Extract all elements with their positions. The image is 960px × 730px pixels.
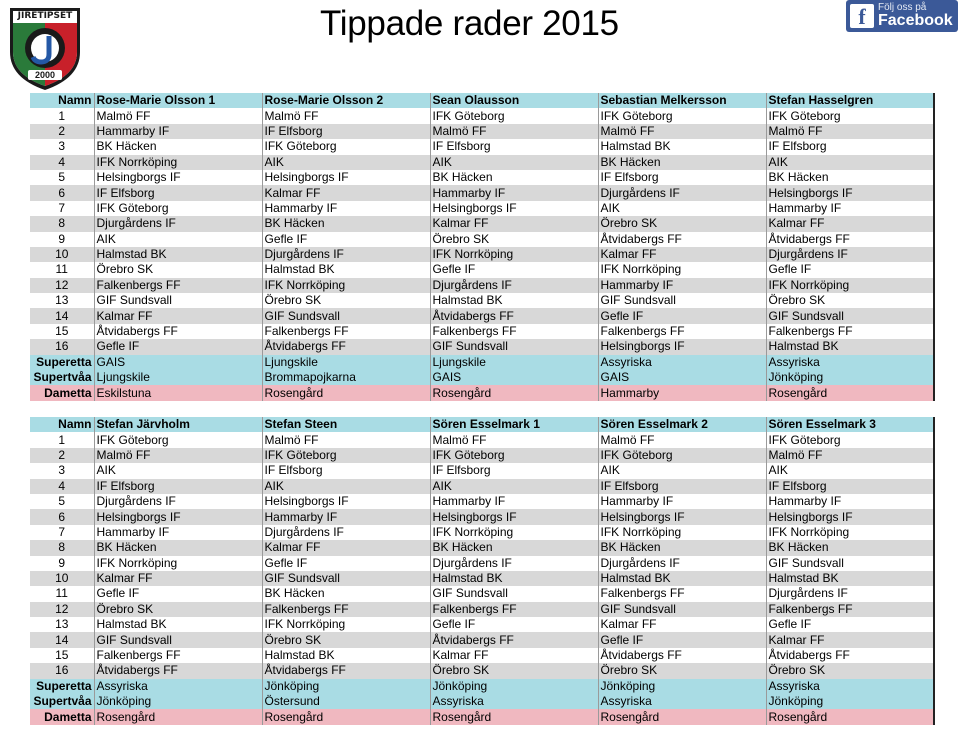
team-cell: AIK [94, 463, 262, 478]
team-cell: IF Elfsborg [94, 479, 262, 494]
team-cell: IFK Göteborg [262, 139, 430, 154]
team-cell: Örebro SK [94, 602, 262, 617]
table-row [30, 108, 934, 123]
team-cell: Assyriska [598, 694, 766, 709]
team-cell: Hammarby IF [430, 494, 598, 509]
team-cell: Helsingborgs IF [94, 509, 262, 524]
table-row [30, 632, 934, 647]
team-cell: BK Häcken [598, 540, 766, 555]
team-cell: Ljungskile [94, 370, 262, 385]
row-label-cell: 5 [30, 170, 94, 185]
team-cell: Falkenbergs FF [262, 602, 430, 617]
table-row [30, 170, 934, 185]
row-label-cell: 11 [30, 586, 94, 601]
logo-year: 2000 [34, 70, 56, 80]
team-cell: Gefle IF [94, 339, 262, 354]
team-cell: Brommapojkarna [262, 370, 430, 385]
team-cell: Åtvidabergs FF [430, 308, 598, 323]
team-cell: Falkenbergs FF [598, 586, 766, 601]
team-cell: IFK Göteborg [430, 108, 598, 123]
team-cell: IFK Göteborg [430, 448, 598, 463]
table-row [30, 155, 934, 170]
team-cell: Örebro SK [598, 663, 766, 678]
team-cell: IF Elfsborg [262, 124, 430, 139]
column-header-namn: Namn [30, 93, 94, 108]
team-cell: Örebro SK [262, 632, 430, 647]
team-cell: GIF Sundsvall [766, 308, 934, 323]
column-header-player: Stefan Hasselgren [766, 93, 934, 108]
team-cell: Helsingborgs IF [598, 339, 766, 354]
team-cell: Kalmar FF [598, 617, 766, 632]
team-cell: Assyriska [766, 679, 934, 694]
team-cell: Malmö FF [262, 108, 430, 123]
team-cell: Rosengård [766, 385, 934, 400]
table-row [30, 448, 934, 463]
team-cell: Kalmar FF [598, 247, 766, 262]
team-cell: Halmstad BK [430, 571, 598, 586]
team-cell: Ljungskile [262, 355, 430, 370]
team-cell: GIF Sundsvall [94, 632, 262, 647]
superetta-row [30, 355, 934, 370]
team-cell: Helsingborgs IF [262, 494, 430, 509]
row-label-cell: Superetta [30, 355, 94, 370]
column-header-player: Sören Esselmark 1 [430, 417, 598, 432]
row-label-cell: 14 [30, 632, 94, 647]
team-cell: Halmstad BK [766, 339, 934, 354]
team-cell: Hammarby IF [94, 525, 262, 540]
row-label-cell: 2 [30, 124, 94, 139]
team-cell: Hammarby IF [94, 124, 262, 139]
table-row [30, 216, 934, 231]
team-cell: Örebro SK [598, 216, 766, 231]
team-cell: Falkenbergs FF [430, 602, 598, 617]
team-cell: Östersund [262, 694, 430, 709]
team-cell: Rosengård [94, 709, 262, 724]
team-cell: IF Elfsborg [598, 479, 766, 494]
jiretipset-logo [2, 0, 88, 92]
team-cell: GIF Sundsvall [262, 571, 430, 586]
team-cell: Hammarby IF [262, 509, 430, 524]
table-row [30, 479, 934, 494]
team-cell: Hammarby IF [598, 494, 766, 509]
table-row [30, 262, 934, 277]
team-cell: Åtvidabergs FF [598, 232, 766, 247]
row-label-cell: 16 [30, 339, 94, 354]
team-cell: IFK Norrköping [430, 525, 598, 540]
row-label-cell: 12 [30, 278, 94, 293]
column-header-player: Sebastian Melkersson [598, 93, 766, 108]
team-cell: Helsingborgs IF [430, 509, 598, 524]
team-cell: IFK Norrköping [766, 278, 934, 293]
team-cell: Åtvidabergs FF [598, 648, 766, 663]
team-cell: Örebro SK [766, 293, 934, 308]
team-cell: Malmö FF [430, 124, 598, 139]
team-cell: Falkenbergs FF [598, 324, 766, 339]
column-header-player: Rose-Marie Olsson 2 [262, 93, 430, 108]
team-cell: Rosengård [262, 709, 430, 724]
team-cell: Djurgårdens IF [94, 216, 262, 231]
table-row [30, 293, 934, 308]
team-cell: Gefle IF [430, 262, 598, 277]
team-cell: AIK [262, 479, 430, 494]
team-cell: Helsingborgs IF [94, 170, 262, 185]
predictions-table-2 [30, 417, 935, 725]
team-cell: Malmö FF [766, 124, 934, 139]
dametta-row [30, 385, 934, 400]
team-cell: IF Elfsborg [766, 139, 934, 154]
table-row [30, 556, 934, 571]
team-cell: IFK Göteborg [598, 108, 766, 123]
team-cell: Falkenbergs FF [262, 324, 430, 339]
supertvaa-row [30, 694, 934, 709]
superetta-row [30, 679, 934, 694]
table-header-row [30, 93, 934, 108]
team-cell: Hammarby IF [430, 185, 598, 200]
team-cell: Eskilstuna [94, 385, 262, 400]
team-cell: Djurgårdens IF [598, 556, 766, 571]
team-cell: IFK Norrköping [766, 525, 934, 540]
team-cell: BK Häcken [430, 170, 598, 185]
team-cell: Gefle IF [262, 232, 430, 247]
table-header-row [30, 417, 934, 432]
team-cell: Kalmar FF [766, 632, 934, 647]
team-cell: IFK Norrköping [598, 262, 766, 277]
team-cell: Kalmar FF [94, 571, 262, 586]
row-label-cell: 16 [30, 663, 94, 678]
team-cell: Örebro SK [430, 663, 598, 678]
team-cell: BK Häcken [262, 216, 430, 231]
facebook-follow-button[interactable] [846, 0, 958, 32]
team-cell: BK Häcken [94, 540, 262, 555]
team-cell: IFK Göteborg [766, 108, 934, 123]
row-label-cell: 4 [30, 479, 94, 494]
team-cell: Jönköping [94, 694, 262, 709]
team-cell: Djurgårdens IF [94, 494, 262, 509]
team-cell: Jönköping [430, 679, 598, 694]
team-cell: Malmö FF [598, 432, 766, 447]
team-cell: GAIS [598, 370, 766, 385]
row-label-cell: Supertvåa [30, 694, 94, 709]
team-cell: Åtvidabergs FF [94, 324, 262, 339]
team-cell: Djurgårdens IF [430, 556, 598, 571]
row-label-cell: 8 [30, 216, 94, 231]
table-row [30, 586, 934, 601]
team-cell: Halmstad BK [94, 247, 262, 262]
facebook-icon: f [850, 4, 874, 28]
team-cell: Djurgårdens IF [766, 586, 934, 601]
table-row [30, 232, 934, 247]
team-cell: Rosengård [430, 709, 598, 724]
team-cell: AIK [598, 201, 766, 216]
facebook-name-label: Facebook [878, 12, 953, 29]
team-cell: Halmstad BK [262, 262, 430, 277]
dametta-row [30, 709, 934, 724]
table-row [30, 201, 934, 216]
team-cell: Kalmar FF [94, 308, 262, 323]
team-cell: Djurgårdens IF [598, 185, 766, 200]
team-cell: Halmstad BK [430, 293, 598, 308]
team-cell: AIK [430, 479, 598, 494]
team-cell: Örebro SK [430, 232, 598, 247]
team-cell: IFK Norrköping [262, 278, 430, 293]
team-cell: IFK Norrköping [430, 247, 598, 262]
team-cell: IFK Göteborg [94, 201, 262, 216]
team-cell: Åtvidabergs FF [262, 663, 430, 678]
team-cell: Gefle IF [766, 617, 934, 632]
team-cell: Rosengård [598, 709, 766, 724]
table-row [30, 463, 934, 478]
team-cell: Helsingborgs IF [598, 509, 766, 524]
team-cell: Malmö FF [766, 448, 934, 463]
row-label-cell: 6 [30, 509, 94, 524]
team-cell: AIK [430, 155, 598, 170]
team-cell: AIK [766, 155, 934, 170]
table-row [30, 185, 934, 200]
team-cell: Djurgårdens IF [430, 278, 598, 293]
row-label-cell: Dametta [30, 385, 94, 400]
team-cell: Gefle IF [430, 617, 598, 632]
team-cell: Jönköping [262, 679, 430, 694]
team-cell: Kalmar FF [430, 216, 598, 231]
team-cell: Gefle IF [94, 586, 262, 601]
team-cell: Åtvidabergs FF [262, 339, 430, 354]
row-label-cell: 10 [30, 247, 94, 262]
facebook-follow-label: Följ oss på [878, 2, 927, 13]
team-cell: Assyriska [94, 679, 262, 694]
team-cell: IFK Göteborg [766, 432, 934, 447]
team-cell: IFK Göteborg [94, 432, 262, 447]
team-cell: Hammarby IF [766, 494, 934, 509]
team-cell: Malmö FF [94, 108, 262, 123]
row-label-cell: 5 [30, 494, 94, 509]
team-cell: Halmstad BK [598, 571, 766, 586]
table-row [30, 124, 934, 139]
team-cell: Jönköping [598, 679, 766, 694]
team-cell: GIF Sundsvall [766, 556, 934, 571]
team-cell: GIF Sundsvall [598, 602, 766, 617]
team-cell: Hammarby IF [766, 201, 934, 216]
row-label-cell: 13 [30, 617, 94, 632]
team-cell: GIF Sundsvall [598, 293, 766, 308]
column-header-player: Rose-Marie Olsson 1 [94, 93, 262, 108]
team-cell: IF Elfsborg [766, 479, 934, 494]
table-row [30, 525, 934, 540]
row-label-cell: 15 [30, 648, 94, 663]
team-cell: IF Elfsborg [598, 170, 766, 185]
team-cell: Djurgårdens IF [766, 247, 934, 262]
team-cell: GIF Sundsvall [430, 339, 598, 354]
team-cell: Helsingborgs IF [262, 170, 430, 185]
team-cell: Hammarby [598, 385, 766, 400]
team-cell: Rosengård [430, 385, 598, 400]
row-label-cell: 3 [30, 139, 94, 154]
team-cell: Falkenbergs FF [94, 648, 262, 663]
column-header-player: Sören Esselmark 2 [598, 417, 766, 432]
team-cell: Kalmar FF [262, 185, 430, 200]
team-cell: Assyriska [766, 355, 934, 370]
team-cell: BK Häcken [598, 155, 766, 170]
team-cell: BK Häcken [94, 139, 262, 154]
row-label-cell: 4 [30, 155, 94, 170]
table-row [30, 432, 934, 447]
column-header-player: Sean Olausson [430, 93, 598, 108]
team-cell: Falkenbergs FF [430, 324, 598, 339]
row-label-cell: Supertvåa [30, 370, 94, 385]
team-cell: Assyriska [598, 355, 766, 370]
supertvaa-row [30, 370, 934, 385]
team-cell: GIF Sundsvall [262, 308, 430, 323]
team-cell: BK Häcken [766, 540, 934, 555]
row-label-cell: 10 [30, 571, 94, 586]
team-cell: Åtvidabergs FF [430, 632, 598, 647]
team-cell: Helsingborgs IF [766, 185, 934, 200]
column-header-player: Stefan Steen [262, 417, 430, 432]
team-cell: IFK Norrköping [94, 155, 262, 170]
team-cell: AIK [598, 463, 766, 478]
table-row [30, 247, 934, 262]
team-cell: Halmstad BK [598, 139, 766, 154]
table-row [30, 308, 934, 323]
table-row [30, 139, 934, 154]
row-label-cell: 8 [30, 540, 94, 555]
team-cell: GAIS [94, 355, 262, 370]
row-label-cell: Dametta [30, 709, 94, 724]
logo-text: JIRETIPSET [17, 11, 73, 21]
team-cell: Falkenbergs FF [766, 324, 934, 339]
team-cell: Helsingborgs IF [430, 201, 598, 216]
team-cell: IF Elfsborg [94, 185, 262, 200]
team-cell: Malmö FF [262, 432, 430, 447]
table-row [30, 617, 934, 632]
team-cell: Jönköping [766, 694, 934, 709]
row-label-cell: 9 [30, 232, 94, 247]
table-row [30, 540, 934, 555]
team-cell: Rosengård [262, 385, 430, 400]
table-row [30, 648, 934, 663]
team-cell: IF Elfsborg [430, 139, 598, 154]
row-label-cell: 9 [30, 556, 94, 571]
row-label-cell: 14 [30, 308, 94, 323]
team-cell: IFK Norrköping [598, 525, 766, 540]
team-cell: IFK Göteborg [598, 448, 766, 463]
team-cell: Hammarby IF [598, 278, 766, 293]
team-cell: Halmstad BK [94, 617, 262, 632]
row-label-cell: 3 [30, 463, 94, 478]
team-cell: Falkenbergs FF [766, 602, 934, 617]
table-row [30, 571, 934, 586]
team-cell: Halmstad BK [262, 648, 430, 663]
team-cell: Malmö FF [94, 448, 262, 463]
team-cell: BK Häcken [766, 170, 934, 185]
column-header-player: Sören Esselmark 3 [766, 417, 934, 432]
table-row [30, 602, 934, 617]
row-label-cell: 2 [30, 448, 94, 463]
team-cell: Örebro SK [94, 262, 262, 277]
team-cell: Djurgårdens IF [262, 247, 430, 262]
team-cell: Örebro SK [766, 663, 934, 678]
team-cell: GIF Sundsvall [430, 586, 598, 601]
team-cell: Hammarby IF [262, 201, 430, 216]
row-label-cell: 6 [30, 185, 94, 200]
row-label-cell: 7 [30, 201, 94, 216]
team-cell: Åtvidabergs FF [94, 663, 262, 678]
team-cell: Kalmar FF [262, 540, 430, 555]
row-label-cell: 7 [30, 525, 94, 540]
team-cell: Falkenbergs FF [94, 278, 262, 293]
team-cell: Jönköping [766, 370, 934, 385]
row-label-cell: 1 [30, 432, 94, 447]
page-title: Tippade rader 2015 [320, 4, 619, 43]
row-label-cell: 15 [30, 324, 94, 339]
team-cell: Malmö FF [598, 124, 766, 139]
column-header-namn: Namn [30, 417, 94, 432]
team-cell: Gefle IF [598, 308, 766, 323]
row-label-cell: 13 [30, 293, 94, 308]
team-cell: IFK Norrköping [262, 617, 430, 632]
table-row [30, 324, 934, 339]
team-cell: Åtvidabergs FF [766, 232, 934, 247]
row-label-cell: 1 [30, 108, 94, 123]
team-cell: Djurgårdens IF [262, 525, 430, 540]
table-row [30, 509, 934, 524]
team-cell: AIK [766, 463, 934, 478]
predictions-table-1 [30, 93, 935, 401]
table-row [30, 494, 934, 509]
team-cell: Gefle IF [598, 632, 766, 647]
team-cell: IFK Norrköping [94, 556, 262, 571]
team-cell: BK Häcken [430, 540, 598, 555]
table-row [30, 339, 934, 354]
team-cell: Åtvidabergs FF [766, 648, 934, 663]
team-cell: Malmö FF [430, 432, 598, 447]
row-label-cell: 11 [30, 262, 94, 277]
team-cell: Ljungskile [430, 355, 598, 370]
team-cell: Helsingborgs IF [766, 509, 934, 524]
team-cell: AIK [262, 155, 430, 170]
team-cell: IF Elfsborg [262, 463, 430, 478]
table-row [30, 278, 934, 293]
column-header-player: Stefan Järvholm [94, 417, 262, 432]
row-label-cell: 12 [30, 602, 94, 617]
table-row [30, 663, 934, 678]
team-cell: Halmstad BK [766, 571, 934, 586]
team-cell: GAIS [430, 370, 598, 385]
team-cell: IF Elfsborg [430, 463, 598, 478]
team-cell: BK Häcken [262, 586, 430, 601]
team-cell: GIF Sundsvall [94, 293, 262, 308]
team-cell: Gefle IF [262, 556, 430, 571]
team-cell: Kalmar FF [430, 648, 598, 663]
team-cell: Assyriska [430, 694, 598, 709]
team-cell: Kalmar FF [766, 216, 934, 231]
team-cell: Rosengård [766, 709, 934, 724]
team-cell: Örebro SK [262, 293, 430, 308]
team-cell: IFK Göteborg [262, 448, 430, 463]
team-cell: AIK [94, 232, 262, 247]
row-label-cell: Superetta [30, 679, 94, 694]
team-cell: Gefle IF [766, 262, 934, 277]
